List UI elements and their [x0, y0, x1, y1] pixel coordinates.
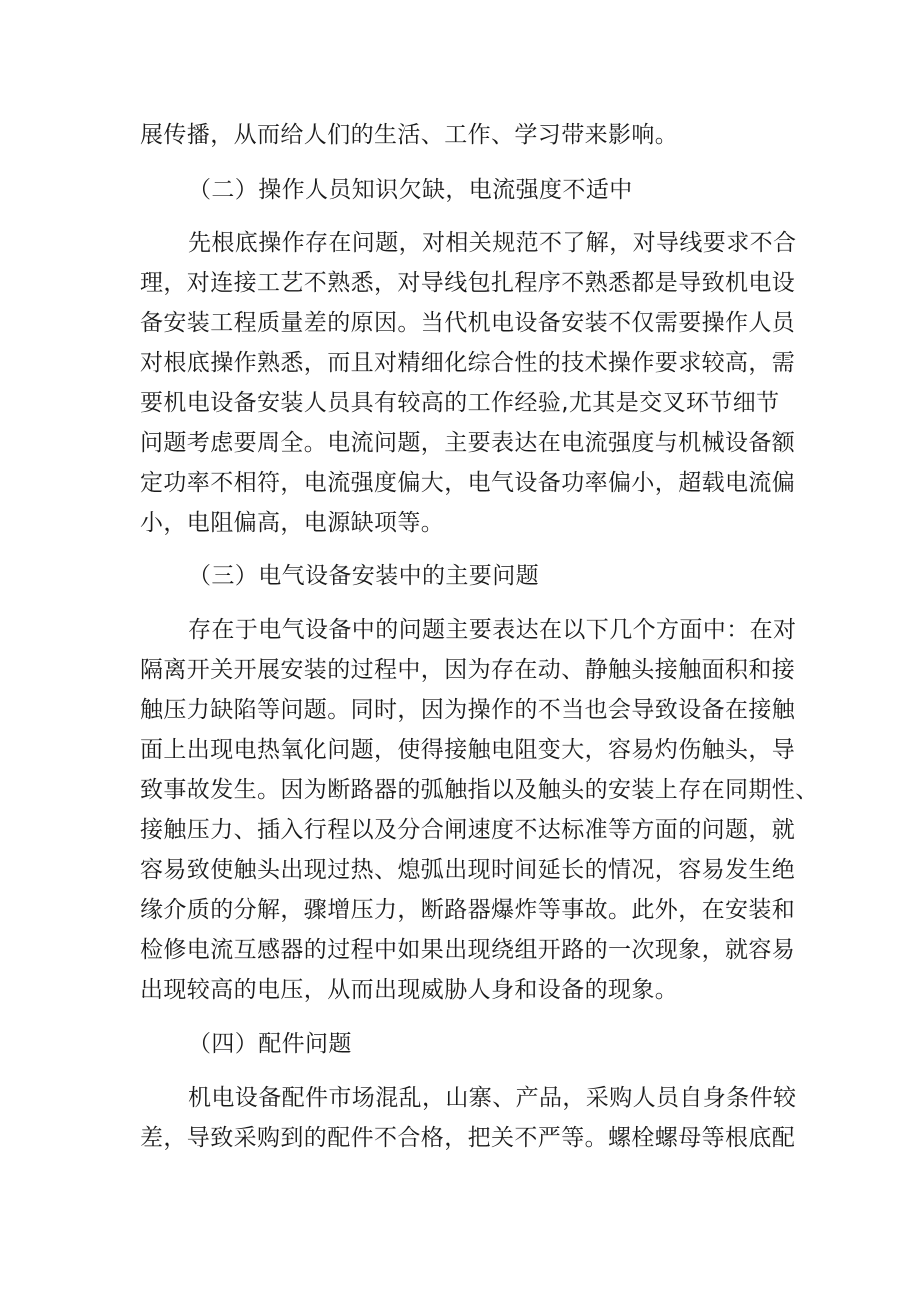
text-line: 展传播，从而给人们的生活、工作、学习带来影响。 — [140, 122, 679, 148]
text-line: 面上出现电热氧化问题，使得接触电阻变大，容易灼伤触头，导 — [140, 737, 796, 763]
text-line: 接触压力、插入行程以及分合闸速度不达标准等方面的问题，就 — [140, 817, 796, 843]
text-line: 定功率不相符，电流强度偏大，电气设备功率偏小，超载电流偏 — [140, 470, 796, 496]
text-line: 缘介质的分解，骤增压力，断路器爆炸等事故。此外，在安装和 — [140, 897, 796, 923]
text-line: 隔离开关开展安装的过程中，因为存在动、静触头接触面积和接 — [140, 657, 796, 683]
section-heading-4: （四）配件问题 — [188, 1031, 352, 1057]
text-line: 触压力缺陷等问题。同时，因为操作的不当也会导致设备在接触 — [140, 697, 796, 723]
text-line: 对根底操作熟悉，而且对精细化综合性的技术操作要求较高，需 — [140, 350, 796, 376]
section-heading-2: （二）操作人员知识欠缺，电流强度不适中 — [188, 177, 633, 203]
text-line: 理，对连接工艺不熟悉，对导线包扎程序不熟悉都是导致机电设 — [140, 270, 796, 296]
text-line: 出现较高的电压，从而出现威胁人身和设备的现象。 — [140, 977, 679, 1003]
text-line: 检修电流互感器的过程中如果出现绕组开路的一次现象，就容易 — [140, 937, 796, 963]
text-line: 致事故发生。因为断路器的弧触指以及触头的安装上存在同期性、 — [140, 777, 819, 803]
text-line: 容易致使触头出现过热、熄弧出现时间延长的情况，容易发生绝 — [140, 857, 796, 883]
text-line: 小，电阻偏高，电源缺项等。 — [140, 510, 445, 536]
text-line: 备安装工程质量差的原因。当代机电设备安装不仅需要操作人员 — [140, 310, 796, 336]
text-line: 差，导致采购到的配件不合格，把关不严等。螺栓螺母等根底配 — [140, 1125, 796, 1151]
text-line: 机电设备配件市场混乱，山寨、产品，采购人员自身条件较 — [188, 1085, 797, 1111]
text-line: 问题考虑要周全。电流问题，主要表达在电流强度与机械设备额 — [140, 430, 796, 456]
text-line: 要机电设备安装人员具有较高的工作经验,尤其是交叉环节细节 — [140, 390, 780, 416]
section-heading-3: （三）电气设备安装中的主要问题 — [188, 563, 539, 589]
text-line: 先根底操作存在问题，对相关规范不了解，对导线要求不合 — [188, 230, 797, 256]
text-line: 存在于电气设备中的问题主要表达在以下几个方面中：在对 — [188, 617, 797, 643]
